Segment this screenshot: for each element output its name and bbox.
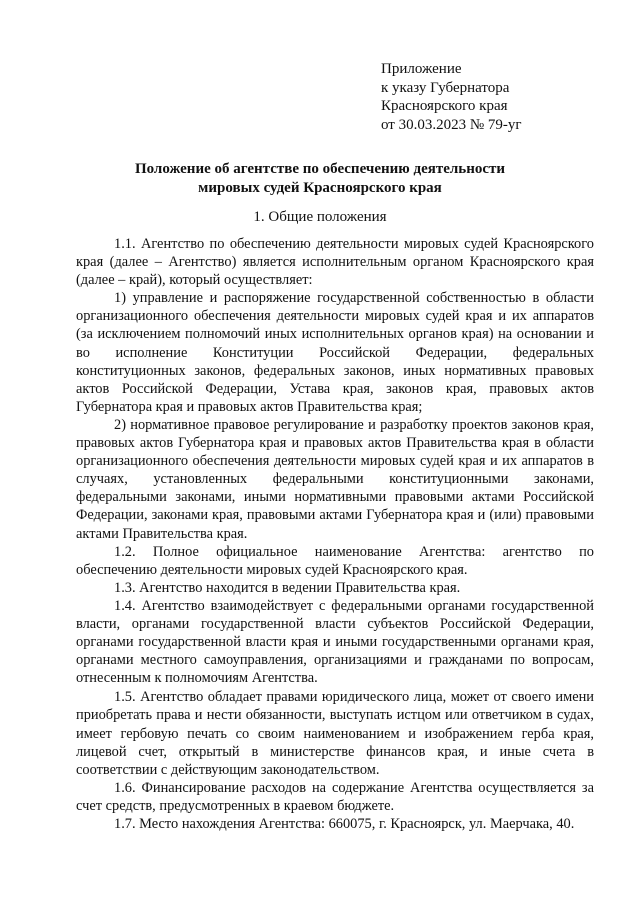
- annex-line-3: Красноярского края: [381, 98, 508, 114]
- title-line-2: мировых судей Красноярского края: [198, 179, 442, 196]
- title-line-1: Положение об агентстве по обеспечению деятельности: [134, 161, 506, 177]
- paragraph-1-1: 1.1. Агентство по обеспечению деятельности мировых судей Красноярского края (далее – Агентство) является исполнительным органом Красноярского края (далее – край), который осуществляет:: [76, 236, 594, 289]
- paragraph-1-5: 1.5. Агентство обладает правами юридического лица, может от своего имени приобретать права и нести обязанности, выступать истцом или ответчиком в судах, имеет гербовую печать со своим наименованием и изображением герба края, лицевой счет, открытый в министерстве финансов края, и иные счета в соответствии с действующим законодательством.: [76, 689, 594, 778]
- paragraph-1-3: 1.3. Агентство находится в ведении Правительства края.: [114, 579, 461, 596]
- paragraph-1-6: 1.6. Финансирование расходов на содержание Агентства осуществляется за счет средств, предусмотренных в краевом бюджете.: [76, 779, 594, 814]
- document-title: [0, 160, 640, 197]
- paragraph-1-7: 1.7. Место нахождения Агентства: 660075, г. Красноярск, ул. Маерчака, 40.: [114, 816, 575, 832]
- paragraph-1-1-item-1: 1) управление и распоряжение государственной собственностью в области организационного обеспечения деятельности мировых судей края и их аппаратов (за исключением полномочий иных исполнительных органов края) на основании и во исполнение Конституции Российской Федерации, федеральных конституционных законов, федеральных законов, иных нормативных правовых актов Российской Федерации, Устава края, законов края, правовых актов Губернатора края и правовых актов Правительства края;: [76, 290, 594, 415]
- annex-line-1: Приложение: [381, 61, 462, 77]
- paragraph-1-1-item-2: 2) нормативное правовое регулирование и разработку проектов законов края, правовых актов Губернатора края и правовых актов Правительства края в области организационного обеспечения деятельности мировых судей края и их аппаратов в случаях, установленных федеральными конституционными законами, федеральными законами, иными нормативными правовыми актами Российской Федерации, законами края, правовыми актами Губернатора края и (или) правовыми актами Правительства края.: [76, 416, 594, 542]
- annex-line-4: от 30.03.2023 № 79-уг: [381, 116, 522, 133]
- paragraph-1-2: 1.2. Полное официальное наименование Агентства: агентство по обеспечению деятельности мировых судей Красноярского края.: [76, 543, 594, 578]
- annex-block: [381, 60, 522, 134]
- paragraph-1-4: 1.4. Агентство взаимодействует с федеральными органами государственной власти, органами государственной власти субъектов Российской Федерации, органами государственной власти края и иными государственными органами края, органами местного самоуправления, организациями и гражданами по вопросам, отнесенным к полномочиям Агентства.: [76, 597, 594, 687]
- section-heading: 1. Общие положения: [253, 209, 387, 225]
- document-body: [76, 235, 594, 833]
- annex-line-2: к указу Губернатора: [381, 79, 510, 96]
